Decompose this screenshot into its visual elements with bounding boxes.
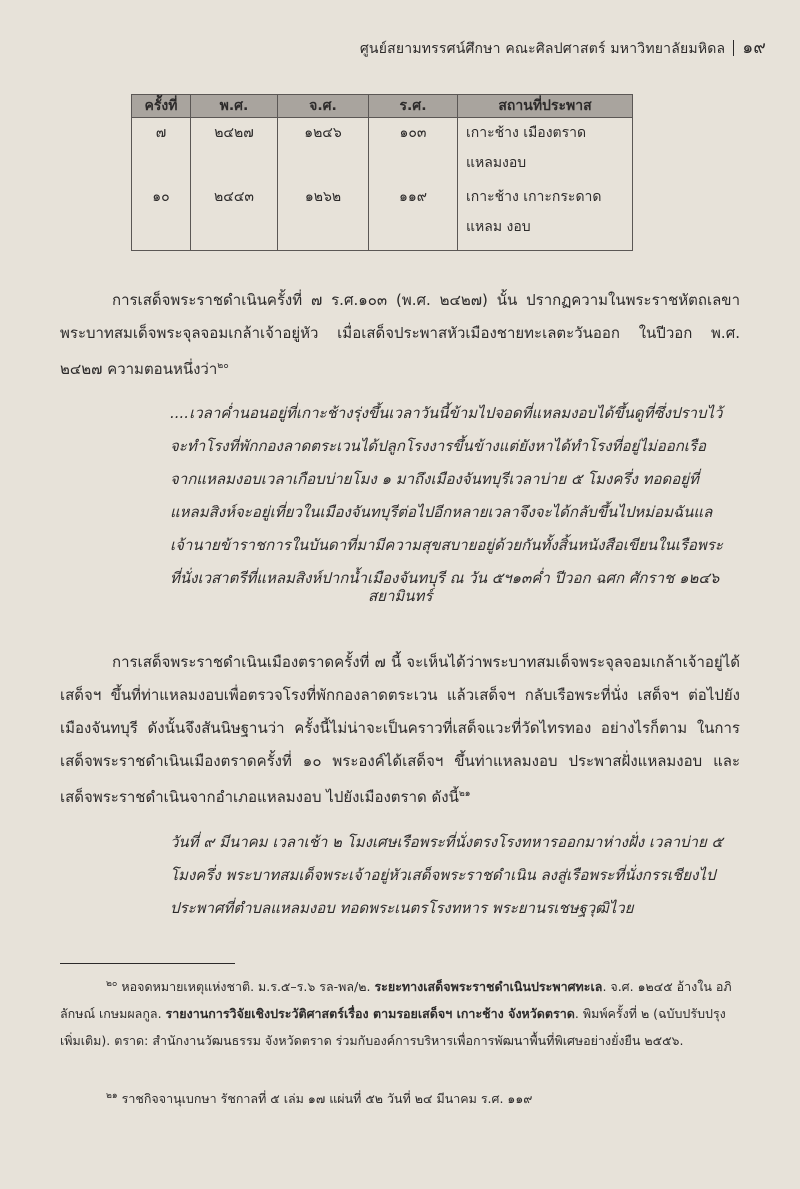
visit-table [131,94,633,251]
footnote-text: . จ.ศ. ๑๒๔๕ อ้างใน อภิลักษณ์ เกษมผลกูล. [60,979,732,1022]
table-cell: เกาะช้าง เมืองตราด แหลมงอบ [458,118,633,183]
table-header-row [132,95,633,118]
header-divider [733,40,734,56]
footnote-divider [60,963,235,964]
footnote-text: . พิมพ์ครั้งที่ ๒ (ฉบับปรับปรุงเพิ่มเติม). ตราด: สำนักงานวัฒนธรรม จังหวัดตราด ร่วมกับองค์การบริหารเพื่อการพัฒนาพื้นที่พิเศษอย่างยั่งยืน ๒๕๕๖. [60,1006,726,1049]
table-row [132,118,633,183]
footnote-title: ระยะทางเสด็จพระราชดำเนินประพาศทะเล [374,979,603,995]
paragraph-text: การเสด็จพระราชดำเนินเมืองตราดครั้งที่ ๗ นี้ จะเห็นได้ว่าพระบาทสมเด็จพระจุลจอมเกล้าเจ้าอยู่ได้เสด็จฯ ขึ้นที่ท่าแหลมงอบเพื่อตรวจโรงที่พักกองลาดตระเวน แล้วเสด็จฯ กลับเรือพระที่นั่ง เสด็จฯ ต่อไปยังเมืองจันทบุรี ดังนั้นจึงสันนิษฐานว่า ครั้งนี้ไม่น่าจะเป็นคราวที่เสด็จแวะที่วัดไทรทอง อย่างไรก็ตาม ในการเสด็จพระราชดำเนินเมืองตราดครั้งที่ ๑๐ พระองค์ได้เสด็จฯ ขึ้นท่าแหลมงอบ ประพาสฝั่งแหลมงอบ และเสด็จพระราชดำเนินจากอำเภอแหลมงอบ ไปยังเมืองตราด ดังนี้ [60,653,740,806]
table-cell: ๒๔๒๗ [191,118,278,183]
table-cell: ๑๐๓ [369,118,458,183]
block-quote: วันที่ ๙ มีนาคม เวลาเช้า ๒ โมงเศษเรือพระที่นั่งตรงโรงทหารออกมาห่างฝั่ง เวลาบ่าย ๕ โมงครึ่ง พระบาทสมเด็จพระเจ้าอยู่หัวเสด็จพระราชดำเนิน ลงสู่เรือพระที่นั่งกรรเชียงไปประพาศที่ตำบลแหลมงอบ ทอดพระเนตรโรงทหาร พระยานรเชษฐวุฒิไวย [170,833,723,917]
signature: สยามินทร์ [368,587,433,605]
table-header-cell: พ.ศ. [191,95,278,118]
body-paragraph [60,646,740,814]
running-header [360,34,766,61]
footnote-number: ๒๐ [106,979,118,989]
footnote-ref: ๒๑ [458,789,471,799]
table-cell: เกาะช้าง เกาะกระดาด แหลม งอบ [458,182,633,251]
footnote-text: ราชกิจจานุเบกษา รัชกาลที่ ๕ เล่ม ๑๗ แผ่นที่ ๕๒ วันที่ ๒๔ มีนาคม ร.ศ. ๑๑๙ [121,1091,533,1107]
footnote [60,971,740,1054]
table-cell: ๑๑๙ [369,182,458,251]
block-quote: ....เวลาค่ำนอนอยู่ที่เกาะช้างรุ่งขึ้นเวลาวันนี้ข้ามไปจอดที่แหลมงอบได้ขึ้นดูที่ซึ่งปราบไว้จะทำโรงที่พักกองลาดตระเวนได้ปลูกโรงงารขึ้นข้างแต่ยังหาได้ทำโรงที่อยู่ไม่ออกเรือจากแหลมงอบเวลาเกือบบ่ายโมง ๑ มาถึงเมืองจันทบุรีเวลาบ่าย ๕ โมงครึ่ง ทอดอยู่ที่แหลมสิงห์จะอยู่เที่ยวในเมืองจันทบุรีต่อไปอีกหลายเวลาจึงจะได้กลับขึ้นไปหม่อมฉันแลเจ้านายข้าราชการในบันดาที่มามีความสุขสบายอยู่ด้วยกันทั้งสิ้นหนังสือเขียนในเรือพระที่นั่งเวสาตรีที่แหลมสิงห์ปากน้ำเมืองจันทบุรี ณ วัน ๕ฯ๑๓ค่ำ ปีวอก ฉศก ศักราช ๑๒๔๖ [170,404,723,587]
table-header-cell: จ.ศ. [278,95,369,118]
table-cell: ๑๒๖๒ [278,182,369,251]
table-cell: ๑๒๔๖ [278,118,369,183]
table-header-cell: ครั้งที่ [132,95,191,118]
paragraph-text: การเสด็จพระราชดำเนินครั้งที่ ๗ ร.ศ.๑๐๓ (พ.ศ. ๒๔๒๗) นั้น ปรากฏความในพระราชหัตถเลขา พระบาทสมเด็จพระจุลจอมเกล้าเจ้าอยู่หัว เมื่อเสด็จประพาสหัวเมืองชายทะเลตะวันออก ในปีวอก พ.ศ. ๒๔๒๗ ความตอนหนึ่งว่า [60,291,740,378]
table-header-cell: สถานที่ประพาส [458,95,633,118]
table-header-cell: ร.ศ. [369,95,458,118]
footnote-title: รายงานการวิจัยเชิงประวัติศาสตร์เรื่อง ตามรอยเสด็จฯ เกาะช้าง จังหวัดตราด [165,1006,575,1022]
table-cell: ๗ [132,118,191,183]
footnote-ref: ๒๐ [217,361,229,371]
footnote-text: หอจดหมายเหตุแห่งชาติ. ม.ร.๕–ร.๖ รล-พล/๒. [121,979,371,995]
footnote-number: ๒๑ [106,1091,118,1101]
table-cell: ๒๔๔๓ [191,182,278,251]
footnote [60,1083,740,1112]
table-cell: ๑๐ [132,182,191,251]
body-paragraph [60,284,740,386]
page-number: ๑๙ [742,38,766,58]
table-row [132,182,633,251]
header-title: ศูนย์สยามทรรศน์ศึกษา คณะศิลปศาสตร์ มหาวิทยาลัยมหิดล [359,41,726,57]
